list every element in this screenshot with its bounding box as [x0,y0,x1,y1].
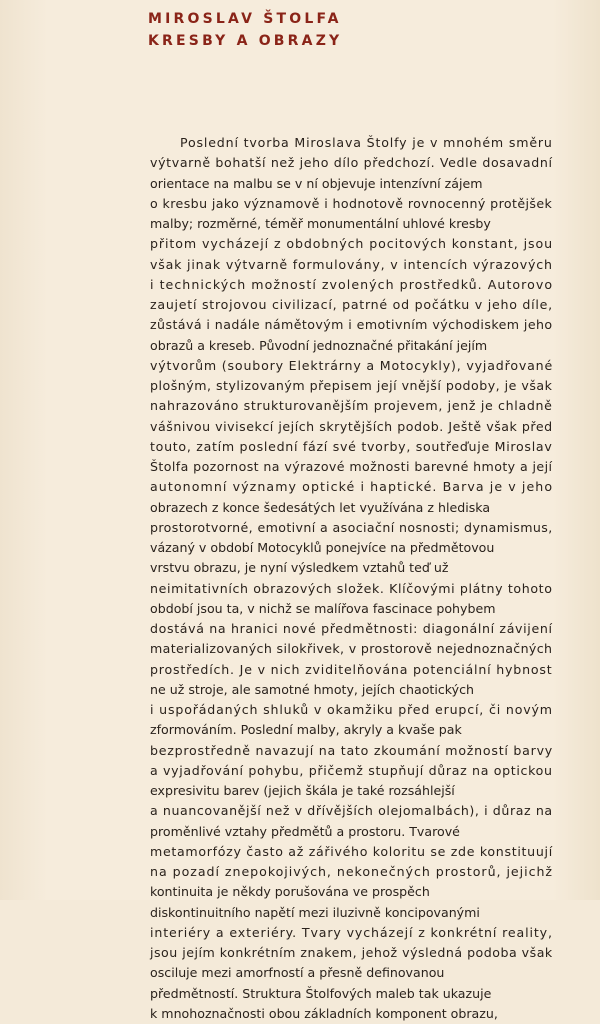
body-line: obrazů a kreseb. Původní jednoznačné přitakání jejím [150,337,488,353]
body-line: zůstává i nadále námětovým i emotivním východiskem jeho [150,317,553,333]
body-line: však jinak výtvarně formulovány, v intencích výrazových [150,256,553,272]
body-line: bezprostředně navazují na tato zkoumání možností barvy [150,742,554,758]
body-line: ne už stroje, ale samotné hmoty, jejích chaotických [150,681,474,697]
body-line: kontinuita je někdy porušována ve prospěch [150,884,430,900]
body-line: autonomní významy optické i haptické. Barva je v jeho [150,479,554,495]
body-line: vášnivou vivisekcí jejích skrytějších podob. Ještě však před [150,418,553,434]
body-line: orientace na malbu se v ní objevuje intenzívní zájem [150,175,483,191]
body-line: a nuancovanější než v dřívějších olejomalbách), i důraz na [150,803,553,819]
body-line: expresivitu barev (jejich škála je také rozsáhlejší [150,783,455,798]
body-line: touto, zatím poslední fází své tvorby, soutřeďuje Miroslav [150,438,553,454]
body-line: Poslední tvorba Miroslava Štolfy je v mnohém směru [180,135,553,150]
body-line: obrazech z konce šedesátých let využívána z hlediska [150,499,491,515]
body-line: vrstvu obrazu, je nyní výsledkem vztahů teď už [150,560,449,576]
body-line: přitom vycházejí z obdobných pocitových konstant, jsou [150,236,553,252]
body-line: dostává na hranici nové předmětnosti: diagonální závijení [150,621,553,636]
body-line: plošným, stylizovaným přepisem její vnější podoby, je však [150,378,553,393]
body-line: výtvarně bohatší než jeho dílo předchozí. Vedle dosavadní [150,155,553,171]
body-line: proměnlivé vztahy předmětů a prostoru. Tvarové [150,823,460,839]
body-line: předmětností. Struktura Štolfových maleb tak ukazuje [150,985,492,1001]
body-line: na pozadí znepokojivých, nekonečných prostorů, jejichž [150,864,554,879]
body-line: malby; rozměrné, téměř monumentální uhlové kresby [150,216,491,231]
body-line: o kresbu jako významově i hodnotově rovnocenný protějšek [150,195,553,211]
body-line: osciluje mezi amorfností a přesně definovanou [150,965,445,981]
body-line: i uspořádaných shluků v okamžiku před erupcí, či novým [150,702,553,717]
body-line: a vyjadřování pohybu, přičemž stupňují důraz na optickou [150,762,553,778]
body-line: neimitativních obrazových složek. Klíčovými plátny tohoto [150,580,553,596]
author-name: MIROSLAV ŠTOLFA [148,11,342,27]
body-line: prostředích. Je v nich zviditelňována potenciální hybnost [150,661,553,677]
page-header [148,8,342,52]
body-line: zaujetí strojovou civilizací, patrné od počátku v jeho díle, [150,297,553,312]
body-line: metamorfózy často až zářivého koloritu se zde konstituují [150,843,553,859]
book-title: KRESBY A OBRAZY [148,33,343,49]
body-line: období jsou ta, v nichž se malířova fascinace pohybem [150,600,496,616]
body-line: diskontinuitního napětí mezi iluzivně koncipovanými [150,904,480,920]
body-line: k mnohoznačnosti obou základních komponent obrazu, [150,1005,498,1021]
body-line: zformováním. Poslední malby, akryly a kvaše pak [150,722,462,738]
body-line: prostorotvorné, emotivní a asociační nosnosti; dynamismus, [150,519,553,535]
body-line: výtvorům (soubory Elektrárny a Motocykly), vyjadřované [150,357,554,373]
body-line: interiéry a exteriéry. Tvary vycházejí z konkrétní reality, [150,924,553,940]
body-line: vázaný v období Motocyklů ponejvíce na předmětovou [150,540,495,555]
body-line: nahrazováno strukturovanějším projevem, jenž je chladně [150,398,553,414]
body-line: materializovaných silokřivek, v prostorově nejednoznačných [150,641,553,657]
body-line: jsou jejím konkrétním znakem, jehož výsledná podoba však [150,945,553,960]
body-line: Štolfa pozornost na výrazové možnosti barevné hmoty a její [150,459,553,474]
body-line: i technických možností zvolených prostředků. Autorovo [150,276,554,292]
